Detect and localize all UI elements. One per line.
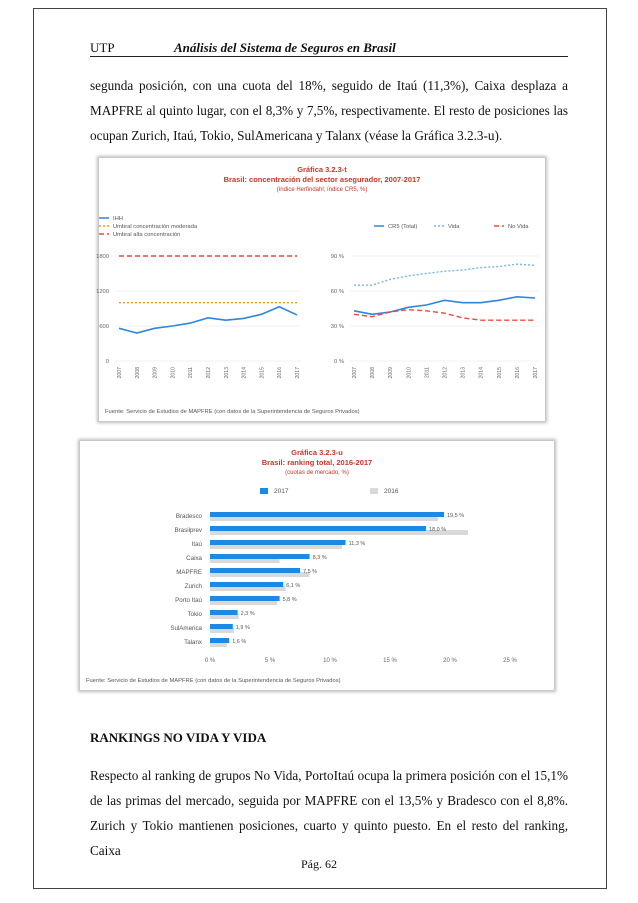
bar-2017 xyxy=(210,624,233,629)
outro-line-3: Zurich y Tokio mantienen posiciones, cuarto y quinto puesto. En el resto del ranking, Caixa xyxy=(90,818,568,858)
legend-label: Vida xyxy=(448,224,460,230)
x-tick-label: 2015 xyxy=(496,367,503,379)
x-tick-label: 20 % xyxy=(443,658,457,664)
category-label: MAPFRE xyxy=(176,569,202,576)
x-tick-label: 2011 xyxy=(424,367,431,379)
x-tick-label: 2012 xyxy=(206,367,212,379)
series-line-no-vida xyxy=(354,310,535,321)
data-label: 18,0 % xyxy=(429,527,447,533)
x-tick-label: 5 % xyxy=(264,658,276,664)
x-tick-label: 2017 xyxy=(533,367,539,379)
y-tick-label: 0 % xyxy=(334,359,344,365)
x-tick-label: 2008 xyxy=(134,367,141,379)
series-line-ihh xyxy=(119,307,297,333)
ihh-chart xyxy=(96,216,301,379)
category-label: Porto Itaú xyxy=(175,597,202,604)
data-label: 7,5 % xyxy=(303,569,318,575)
y-tick-label: 0 xyxy=(105,359,109,365)
x-tick-label: 10 % xyxy=(323,658,337,664)
intro-line-3: ocupan Zurich, Itaú, Tokio, SulAmericana y Talanx (véase la Gráfica 3.2.3-u). xyxy=(90,128,503,143)
figure-ranking xyxy=(80,441,554,690)
category-label: Caixa xyxy=(186,555,202,562)
legend-swatch xyxy=(260,488,268,494)
page-header xyxy=(90,40,568,57)
figure2-subtitle: (cuotas de mercado, %) xyxy=(285,470,349,476)
ranking-chart xyxy=(80,441,554,690)
x-tick-label: 25 % xyxy=(503,658,517,664)
legend-label: IHH xyxy=(113,216,123,222)
x-tick-label: 2011 xyxy=(188,367,195,379)
bar-2017 xyxy=(210,596,280,601)
category-label: Itaú xyxy=(191,541,202,548)
figure1-number: Gráfica 3.2.3-t xyxy=(297,165,347,174)
series-line-vida xyxy=(354,264,535,285)
ranking-bars xyxy=(170,488,517,664)
header-title: Análisis del Sistema de Seguros en Brasil xyxy=(174,40,396,55)
category-label: SulAmerica xyxy=(170,625,202,632)
data-label: 8,3 % xyxy=(312,555,327,561)
header-org: UTP xyxy=(90,40,115,55)
y-tick-label: 1800 xyxy=(96,254,109,260)
category-label: Zurich xyxy=(184,583,202,590)
x-tick-label: 2010 xyxy=(170,367,177,379)
legend-label: No Vida xyxy=(508,224,529,230)
x-tick-label: 2014 xyxy=(478,367,485,379)
legend-label: Umbral alta concentración xyxy=(113,232,181,238)
data-label: 5,8 % xyxy=(282,597,297,603)
x-tick-label: 2015 xyxy=(259,367,266,379)
x-tick-label: 2009 xyxy=(388,367,395,379)
legend-label: Umbral concentración moderada xyxy=(113,224,198,230)
bar-2017 xyxy=(210,526,426,531)
bar-2017 xyxy=(210,554,310,559)
x-tick-label: 2013 xyxy=(223,367,230,379)
x-tick-label: 2016 xyxy=(514,367,521,379)
y-tick-label: 90 % xyxy=(330,254,344,260)
figure1-title: Brasil: concentración del sector asegurador, 2007-2017 xyxy=(223,175,421,184)
x-tick-label: 2007 xyxy=(117,367,123,379)
data-label: 1,9 % xyxy=(235,625,250,631)
bar-2017 xyxy=(210,512,444,517)
figure1-source: Fuente: Servicio de Estudios de MAPFRE (con datos de la Superintendencia de Seguros Privados) xyxy=(105,409,360,415)
category-label: Bradesco xyxy=(175,513,202,520)
x-tick-label: 2007 xyxy=(352,367,358,379)
category-label: Talanx xyxy=(184,639,202,646)
data-label: 19,5 % xyxy=(447,513,465,519)
y-tick-label: 60 % xyxy=(330,289,344,295)
x-tick-label: 2017 xyxy=(295,367,301,379)
data-label: 2,3 % xyxy=(240,611,255,617)
x-tick-label: 15 % xyxy=(383,658,397,664)
x-tick-label: 2010 xyxy=(406,367,413,379)
data-label: 1,6 % xyxy=(232,639,247,645)
figure2-number: Gráfica 3.2.3-u xyxy=(291,448,343,457)
figure2-source: Fuente: Servicio de Estudios de MAPFRE (con datos de la Superintendencia de Seguros Privados) xyxy=(86,678,341,684)
x-tick-label: 0 % xyxy=(204,658,216,664)
page-number: Pág. 62 xyxy=(301,857,337,871)
intro-line-1: segunda posición, con una cuota del 18%, seguido de Itaú (11,3%), Caixa desplaza a xyxy=(90,78,568,93)
figure2-title: Brasil: ranking total, 2016-2017 xyxy=(261,458,373,467)
intro-line-2: MAPFRE al quinto lugar, con el 8,3% y 7,5%, respectivamente. El resto de posiciones las xyxy=(90,103,568,118)
bar-2017 xyxy=(210,568,300,573)
section-heading: RANKINGS NO VIDA Y VIDA xyxy=(90,730,267,745)
bar-2017 xyxy=(210,540,346,545)
x-tick-label: 2016 xyxy=(277,367,284,379)
bar-2017 xyxy=(210,610,238,615)
cr5-chart xyxy=(331,224,539,379)
category-label: Tokio xyxy=(187,611,202,618)
legend-label: 2016 xyxy=(384,488,399,495)
y-tick-label: 1200 xyxy=(96,289,109,295)
y-tick-label: 30 % xyxy=(330,324,344,330)
y-tick-label: 600 xyxy=(99,324,109,330)
x-tick-label: 2008 xyxy=(370,367,377,379)
legend-swatch xyxy=(370,488,378,494)
x-tick-label: 2009 xyxy=(152,367,159,379)
outro-line-2: de las primas del mercado, seguida por MAPFRE con el 13,5% y Bradesco con el 8,8%. xyxy=(90,793,568,808)
data-label: 6,1 % xyxy=(286,583,301,589)
bar-2017 xyxy=(210,582,283,587)
figure-concentration xyxy=(96,158,545,421)
x-tick-label: 2014 xyxy=(241,367,248,379)
series-line-cr5-total- xyxy=(354,297,535,315)
data-label: 11,3 % xyxy=(348,541,366,547)
category-label: Brasilprev xyxy=(174,527,202,534)
figure1-subtitle: (índice Herfindahl; índice CR5, %) xyxy=(276,187,368,193)
bar-2017 xyxy=(210,638,229,643)
outro-line-1: Respecto al ranking de grupos No Vida, PortoItaú ocupa la primera posición con el 15,1% xyxy=(90,768,568,783)
concentration-charts xyxy=(96,158,545,421)
x-tick-label: 2013 xyxy=(460,367,467,379)
legend-label: CR5 (Total) xyxy=(388,224,418,230)
x-tick-label: 2012 xyxy=(442,367,449,379)
legend-label: 2017 xyxy=(274,488,289,495)
